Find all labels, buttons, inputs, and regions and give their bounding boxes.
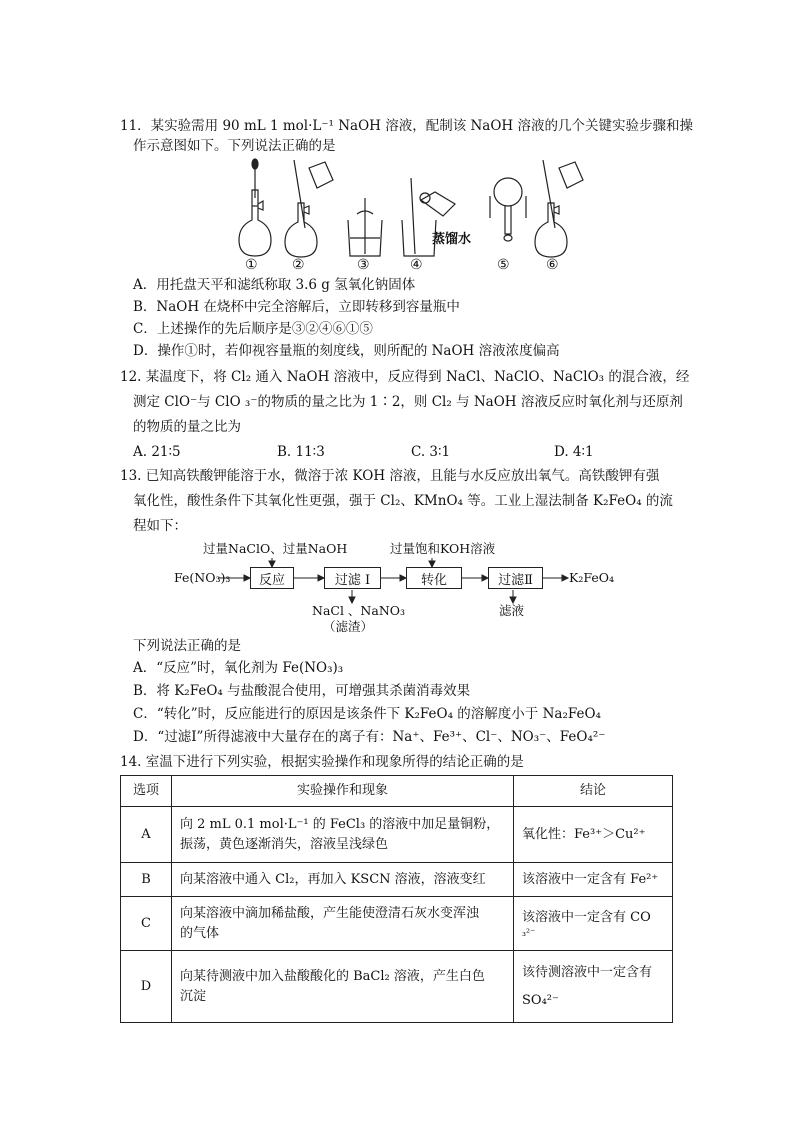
header-conclusion: 结论	[514, 776, 673, 807]
row-conclusion: 氧化性：Fe³⁺＞Cu²⁺	[514, 807, 673, 863]
table-row	[121, 951, 673, 1023]
q12-stem-line1: 12. 某温度下，将 Cl₂ 通入 NaOH 溶液中，反应得到 NaCl、NaClO、NaClO₃ 的混合液，经	[120, 369, 690, 385]
q11-stem-line1: 11．某实验需用 90 mL 1 mol·L⁻¹ NaOH 溶液，配制该 NaOH 溶液的几个关键实验步骤和操	[120, 118, 693, 134]
row-option: C	[121, 897, 172, 951]
flow-reagent-3: 过量饱和KOH溶液	[390, 541, 496, 556]
q11-option-a: A．用托盘天平和滤纸称取 3.6 g 氢氧化钠固体	[133, 277, 416, 293]
q14-table	[120, 775, 673, 1023]
row-operation-line: 的气体	[180, 925, 220, 941]
flow-box-filter-2: 过滤Ⅱ	[488, 567, 543, 589]
flow-byproduct-2: 滤液	[499, 603, 525, 618]
row-option: A	[121, 807, 172, 863]
q13-option-a: A．“反应”时，氧化剂为 Fe(NO₃)₃	[133, 660, 344, 676]
header-operation: 实验操作和现象	[172, 776, 514, 807]
q12-option-c: C. 3∶1	[411, 444, 451, 460]
row-operation-line: 向某溶液中滴加稀盐酸，产生能使澄清石灰水变浑浊	[180, 905, 480, 921]
table-row	[121, 897, 673, 951]
row-conclusion	[514, 897, 673, 951]
q13-stem-line2: 氧化性，酸性条件下其氧化性更强，强于 Cl₂、KMnO₄ 等。工业上湿法制备 K₂FeO₄ 的流	[133, 493, 673, 509]
q13-option-c: C．“转化”时，反应能进行的原因是该条件下 K₂FeO₄ 的溶解度小于 Na₂FeO₄	[133, 706, 601, 722]
row-conclusion-line: 该待测溶液中一定含有	[522, 964, 653, 980]
q12-option-d: D. 4∶1	[554, 444, 594, 460]
row-operation	[172, 807, 514, 863]
figure-label-3: ③	[357, 257, 370, 273]
q11-option-b: B．NaOH 在烧杯中完全溶解后，立即转移到容量瓶中	[133, 299, 460, 315]
row-conclusion-line: ₃²⁻	[522, 927, 536, 939]
figure-label-1: ①	[245, 257, 258, 273]
figure-label-2: ②	[292, 257, 305, 273]
flow-box-conversion: 转化	[406, 567, 462, 589]
row-operation-line: 向某待测液中加入盐酸酸化的 BaCl₂ 溶液，产生白色	[180, 968, 485, 984]
row-operation-line: 沉淀	[180, 988, 207, 1004]
row-operation	[172, 897, 514, 951]
q11-option-d: D．操作①时，若仰视容量瓶的刻度线，则所配的 NaOH 溶液浓度偏高	[133, 343, 560, 359]
table-row	[121, 807, 673, 863]
flask-with-rod-icon	[285, 160, 333, 257]
q14-stem: 14. 室温下进行下列实验，根据实验操作和现象所得的结论正确的是	[120, 754, 524, 770]
inverted-flask-icon	[490, 178, 526, 241]
flow-box-reaction: 反应	[250, 567, 294, 589]
flask-pouring-icon	[535, 160, 583, 257]
q11-option-c: C．上述操作的先后顺序是③②④⑥①⑤	[133, 321, 373, 337]
flow-byproduct-1: NaCl 、NaNO₃	[312, 603, 406, 618]
flask-with-dropper-icon	[239, 159, 271, 256]
q13-stem-line3: 程如下：	[133, 518, 187, 534]
q13-option-d: D．“过滤Ⅰ”所得滤液中大量存在的离子有：Na⁺、Fe³⁺、Cl⁻、NO₃⁻、FeO₄²⁻	[133, 729, 606, 745]
row-conclusion-line: SO₄²⁻	[522, 992, 559, 1008]
distilled-water-label: 蒸馏水	[432, 232, 472, 247]
row-operation-line: 振荡，黄色逐渐消失，溶液呈浅绿色	[180, 836, 389, 852]
q12-option-a: A. 21∶5	[133, 444, 181, 460]
q13-stem-line1: 13. 已知高铁酸钾能溶于水，微溶于浓 KOH 溶液，且能与水反应放出氧气。高铁酸钾有强	[120, 468, 660, 484]
flow-end-label: K₂FeO₄	[569, 570, 614, 585]
flow-box-filter-1: 过滤 Ⅰ	[324, 567, 381, 589]
row-operation-line: 向 2 mL 0.1 mol·L⁻¹ 的 FeCl₃ 的溶液中加足量铜粉，	[180, 816, 500, 832]
figure-label-6: ⑥	[546, 257, 559, 273]
row-conclusion	[514, 951, 673, 1023]
figure-label-4: ④	[410, 257, 423, 273]
figure-label-5: ⑤	[497, 257, 510, 273]
header-option: 选项	[121, 776, 172, 807]
q12-stem-line3: 的物质的量之比为	[133, 419, 241, 435]
q13-option-b: B．将 K₂FeO₄ 与盐酸混合使用，可增强其杀菌消毒效果	[133, 683, 471, 699]
row-option: D	[121, 951, 172, 1023]
row-conclusion-line: 该溶液中一定含有 CO	[522, 909, 651, 925]
beaker-stirring-icon	[348, 198, 382, 256]
q13-stem-question: 下列说法正确的是	[133, 638, 241, 654]
q11-stem-line2: 作示意图如下。下列说法正确的是	[133, 138, 336, 154]
flow-byproduct-1-note: （滤渣）	[323, 619, 374, 634]
row-option: B	[121, 863, 172, 897]
flow-start-label: Fe(NO₃)₃	[174, 570, 231, 585]
table-row	[121, 863, 673, 897]
row-conclusion: 该溶液中一定含有 Fe²⁺	[514, 863, 673, 897]
q12-option-b: B. 11∶3	[277, 444, 325, 460]
row-operation	[172, 951, 514, 1023]
flow-reagent-1: 过量NaClO、过量NaOH	[203, 541, 348, 556]
q12-stem-line2: 测定 ClO⁻与 ClO ₃⁻的物质的量之比为 1∶2，则 Cl₂ 与 NaOH 溶液反应时氧化剂与还原剂	[133, 394, 683, 410]
row-operation: 向某溶液中通入 Cl₂，再加入 KSCN 溶液，溶液变红	[172, 863, 514, 897]
table-header-row	[121, 776, 673, 807]
